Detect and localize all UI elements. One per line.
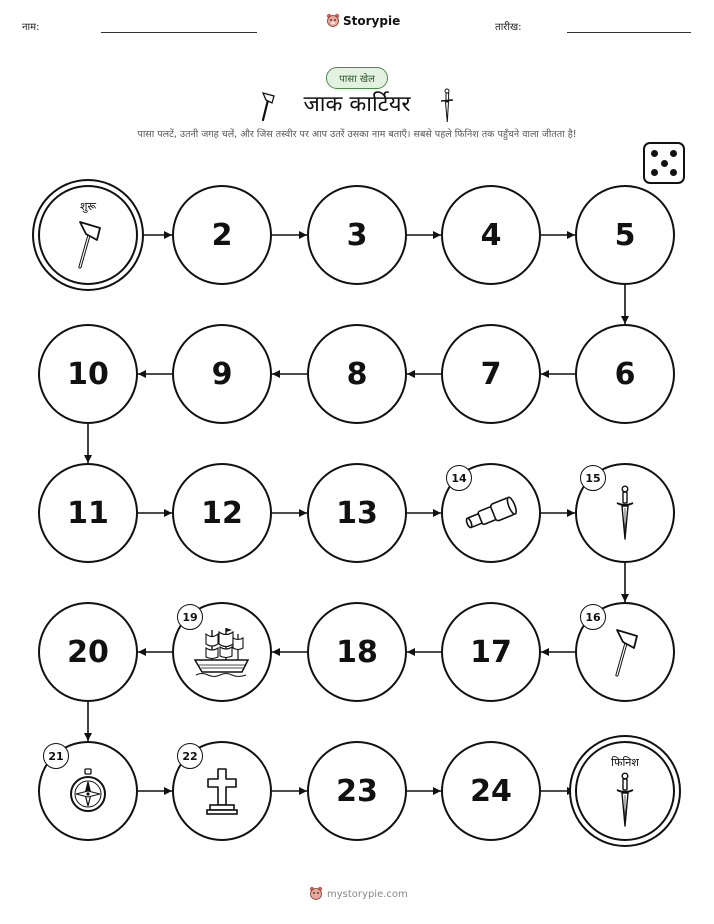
board-space-24 — [441, 741, 541, 841]
path-arrow — [541, 231, 575, 239]
cross-grave-icon — [204, 767, 240, 815]
board-space-9 — [172, 324, 272, 424]
path-arrow — [272, 231, 307, 239]
finish-label: फिनिश — [611, 756, 639, 769]
path-arrow — [621, 563, 629, 602]
board-space-11 — [38, 463, 138, 563]
date-label: तारीख: — [495, 22, 522, 33]
space-number-badge: 22 — [177, 743, 203, 769]
path-arrow — [84, 424, 92, 463]
instructions: पासा पलटें, उतनी जगह चलें, और जिस तस्वीर पर आप उतरें उसका नाम बताएँ। सबसे पहले फिनिश तक पहुँचने वाला जीतता है! — [137, 129, 577, 140]
board-space-10 — [38, 324, 138, 424]
space-number-badge: 14 — [446, 465, 472, 491]
path-arrow — [541, 787, 575, 795]
path-arrow — [138, 231, 172, 239]
board-space-7 — [441, 324, 541, 424]
axe-icon — [608, 626, 642, 678]
path-arrow — [407, 648, 441, 656]
path-arrow — [407, 787, 441, 795]
space-number: 20 — [67, 634, 109, 670]
space-number: 17 — [470, 634, 512, 670]
space-number: 2 — [211, 217, 233, 253]
space-number: 13 — [336, 495, 378, 531]
board-space-13 — [307, 463, 407, 563]
finish-space — [575, 741, 675, 841]
board-space-12 — [172, 463, 272, 563]
compass-icon — [67, 768, 109, 814]
path-arrow — [138, 509, 172, 517]
board-space-5 — [575, 185, 675, 285]
board-space-23 — [307, 741, 407, 841]
path-arrow — [272, 787, 307, 795]
path-arrow — [541, 370, 575, 378]
space-number: 7 — [480, 356, 502, 392]
board-space-4 — [441, 185, 541, 285]
path-arrow — [272, 370, 307, 378]
space-number-badge: 16 — [580, 604, 606, 630]
board-space-8 — [307, 324, 407, 424]
space-number: 3 — [346, 217, 368, 253]
space-number: 23 — [336, 773, 378, 809]
space-number: 11 — [67, 495, 109, 531]
space-number-badge: 19 — [177, 604, 203, 630]
page-title: जाक कार्टियर — [303, 92, 411, 117]
start-label: शुरू — [79, 200, 97, 213]
board-space-17 — [441, 602, 541, 702]
path-arrow — [138, 370, 172, 378]
path-arrow — [138, 787, 172, 795]
ship-icon — [192, 626, 252, 678]
space-number: 5 — [614, 217, 636, 253]
name-label: नाम: — [22, 22, 40, 33]
space-number: 9 — [211, 356, 233, 392]
path-arrow — [407, 231, 441, 239]
path-arrow — [272, 648, 307, 656]
space-number: 6 — [614, 356, 636, 392]
board-space-20 — [38, 602, 138, 702]
footer — [309, 886, 408, 902]
telescope-icon — [463, 496, 519, 530]
board-space-2 — [172, 185, 272, 285]
space-number: 10 — [67, 356, 109, 392]
space-number-badge: 15 — [580, 465, 606, 491]
bear-logo-icon — [309, 886, 323, 902]
space-number-badge: 21 — [43, 743, 69, 769]
space-number: 18 — [336, 634, 378, 670]
path-arrow — [541, 648, 575, 656]
path-arrow — [138, 648, 172, 656]
path-arrow — [84, 702, 92, 741]
path-arrow — [541, 509, 575, 517]
axe-icon — [71, 218, 105, 270]
board-space-18 — [307, 602, 407, 702]
board-space-6 — [575, 324, 675, 424]
path-arrow — [272, 509, 307, 517]
game-type-tag: पासा खेल — [326, 67, 388, 89]
path-arrow — [621, 285, 629, 324]
space-number: 12 — [201, 495, 243, 531]
footer-site: mystorypie.com — [327, 888, 408, 900]
path-arrow — [407, 370, 441, 378]
space-number: 24 — [470, 773, 512, 809]
path-arrow — [407, 509, 441, 517]
dagger-icon — [614, 772, 636, 828]
start-space — [38, 185, 138, 285]
brand-name: Storypie — [343, 14, 401, 28]
space-number: 4 — [480, 217, 502, 253]
board-space-3 — [307, 185, 407, 285]
dagger-icon — [614, 485, 636, 541]
space-number: 8 — [346, 356, 368, 392]
